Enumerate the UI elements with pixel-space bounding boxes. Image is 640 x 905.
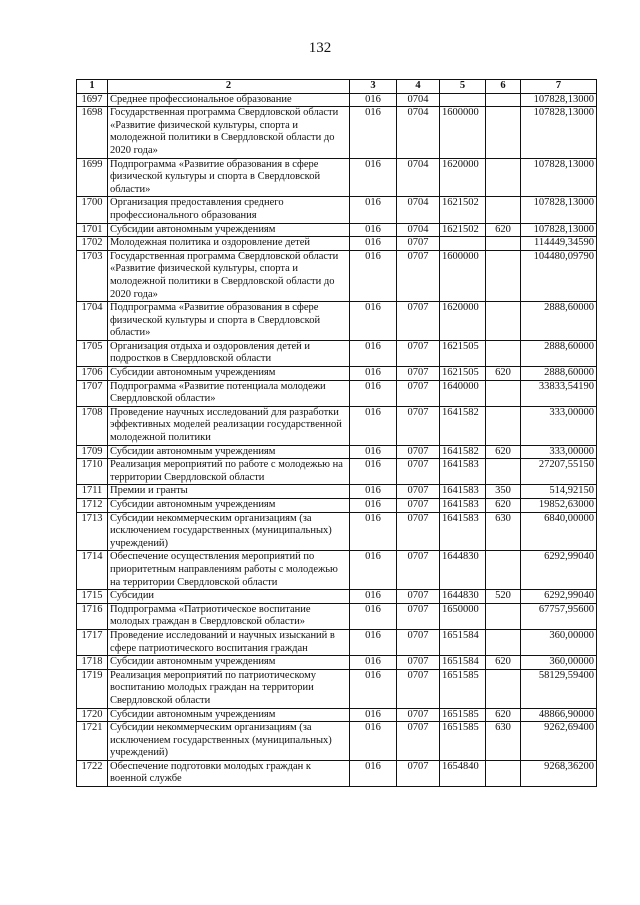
- expense-type-cell: [486, 302, 521, 341]
- ministry-code-cell: 016: [350, 302, 397, 341]
- section-code-cell: 0707: [397, 367, 440, 381]
- section-code-cell: 0707: [397, 590, 440, 604]
- target-code-cell: 1641583: [440, 512, 486, 551]
- ministry-code-cell: 016: [350, 629, 397, 655]
- target-code-cell: 1641582: [440, 406, 486, 445]
- table-row: [77, 250, 597, 301]
- table-row: [77, 459, 597, 485]
- column-header: 3: [350, 80, 397, 94]
- row-name-cell: Субсидии автономным учреждениям: [108, 656, 350, 670]
- expense-type-cell: [486, 603, 521, 629]
- row-number-cell: 1716: [77, 603, 108, 629]
- row-number-cell: 1697: [77, 93, 108, 107]
- section-code-cell: 0707: [397, 406, 440, 445]
- amount-cell: 333,00000: [521, 406, 597, 445]
- column-header: 7: [521, 80, 597, 94]
- amount-cell: 9268,36200: [521, 760, 597, 786]
- target-code-cell: 1654840: [440, 760, 486, 786]
- table-row: [77, 406, 597, 445]
- ministry-code-cell: 016: [350, 93, 397, 107]
- expense-type-cell: [486, 459, 521, 485]
- section-code-cell: 0707: [397, 603, 440, 629]
- target-code-cell: 1650000: [440, 603, 486, 629]
- row-number-cell: 1699: [77, 158, 108, 197]
- target-code-cell: 1651584: [440, 629, 486, 655]
- row-name-cell: Субсидии: [108, 590, 350, 604]
- section-code-cell: 0707: [397, 629, 440, 655]
- amount-cell: 360,00000: [521, 656, 597, 670]
- target-code-cell: 1644830: [440, 590, 486, 604]
- row-number-cell: 1715: [77, 590, 108, 604]
- section-code-cell: 0707: [397, 302, 440, 341]
- section-code-cell: 0704: [397, 93, 440, 107]
- row-number-cell: 1704: [77, 302, 108, 341]
- row-number-cell: 1702: [77, 237, 108, 251]
- expense-type-cell: [486, 158, 521, 197]
- row-name-cell: Реализация мероприятий по работе с молодежью на территории Свердловской области: [108, 459, 350, 485]
- ministry-code-cell: 016: [350, 722, 397, 761]
- table-row: [77, 302, 597, 341]
- row-name-cell: Обеспечение подготовки молодых граждан к военной службе: [108, 760, 350, 786]
- section-code-cell: 0704: [397, 197, 440, 223]
- ministry-code-cell: 016: [350, 499, 397, 513]
- expense-type-cell: 620: [486, 367, 521, 381]
- row-name-cell: Субсидии автономным учреждениям: [108, 499, 350, 513]
- target-code-cell: 1641582: [440, 445, 486, 459]
- row-name-cell: Реализация мероприятий по патриотическому воспитанию молодых граждан на территории Свердловской области: [108, 669, 350, 708]
- row-name-cell: Подпрограмма «Развитие образования в сфере физической культуры и спорта в Свердловской области»: [108, 158, 350, 197]
- section-code-cell: 0707: [397, 237, 440, 251]
- ministry-code-cell: 016: [350, 551, 397, 590]
- amount-cell: 48866,90000: [521, 708, 597, 722]
- section-code-cell: 0707: [397, 459, 440, 485]
- header-row: [77, 80, 597, 94]
- expense-type-cell: 350: [486, 485, 521, 499]
- ministry-code-cell: 016: [350, 223, 397, 237]
- section-code-cell: 0707: [397, 499, 440, 513]
- ministry-code-cell: 016: [350, 459, 397, 485]
- row-number-cell: 1717: [77, 629, 108, 655]
- table-row: [77, 590, 597, 604]
- expense-type-cell: [486, 760, 521, 786]
- budget-table: [76, 79, 597, 787]
- target-code-cell: 1641583: [440, 459, 486, 485]
- section-code-cell: 0707: [397, 669, 440, 708]
- row-name-cell: Молодежная политика и оздоровление детей: [108, 237, 350, 251]
- section-code-cell: 0704: [397, 223, 440, 237]
- row-name-cell: Проведение научных исследований для разработки эффективных моделей реализации государственной молодежной политики: [108, 406, 350, 445]
- table-row: [77, 656, 597, 670]
- section-code-cell: 0707: [397, 340, 440, 366]
- ministry-code-cell: 016: [350, 669, 397, 708]
- amount-cell: 514,92150: [521, 485, 597, 499]
- expense-type-cell: 620: [486, 445, 521, 459]
- ministry-code-cell: 016: [350, 197, 397, 223]
- row-name-cell: Государственная программа Свердловской области «Развитие физической культуры, спорта и молодежной политики в Свердловской области до 2020 года»: [108, 107, 350, 158]
- row-number-cell: 1711: [77, 485, 108, 499]
- amount-cell: 2888,60000: [521, 302, 597, 341]
- table-row: [77, 237, 597, 251]
- target-code-cell: 1651585: [440, 669, 486, 708]
- target-code-cell: 1621505: [440, 340, 486, 366]
- ministry-code-cell: 016: [350, 406, 397, 445]
- amount-cell: 19852,63000: [521, 499, 597, 513]
- table-row: [77, 223, 597, 237]
- section-code-cell: 0707: [397, 512, 440, 551]
- amount-cell: 360,00000: [521, 629, 597, 655]
- table-row: [77, 499, 597, 513]
- target-code-cell: [440, 93, 486, 107]
- ministry-code-cell: 016: [350, 512, 397, 551]
- ministry-code-cell: 016: [350, 603, 397, 629]
- amount-cell: 107828,13000: [521, 223, 597, 237]
- expense-type-cell: 620: [486, 708, 521, 722]
- row-name-cell: Субсидии автономным учреждениям: [108, 367, 350, 381]
- amount-cell: 27207,55150: [521, 459, 597, 485]
- target-code-cell: 1651585: [440, 708, 486, 722]
- row-name-cell: Субсидии некоммерческим организациям (за исключением государственных (муниципальных) учреждений): [108, 722, 350, 761]
- row-number-cell: 1709: [77, 445, 108, 459]
- target-code-cell: 1641583: [440, 499, 486, 513]
- row-name-cell: Подпрограмма «Патриотическое воспитание молодых граждан в Свердловской области»: [108, 603, 350, 629]
- amount-cell: 104480,09790: [521, 250, 597, 301]
- row-name-cell: Премии и гранты: [108, 485, 350, 499]
- expense-type-cell: [486, 406, 521, 445]
- ministry-code-cell: 016: [350, 445, 397, 459]
- amount-cell: 6840,00000: [521, 512, 597, 551]
- expense-type-cell: [486, 380, 521, 406]
- section-code-cell: 0704: [397, 107, 440, 158]
- row-name-cell: Организация отдыха и оздоровления детей и подростков в Свердловской области: [108, 340, 350, 366]
- row-number-cell: 1712: [77, 499, 108, 513]
- amount-cell: 114449,34590: [521, 237, 597, 251]
- table-row: [77, 380, 597, 406]
- table-row: [77, 197, 597, 223]
- amount-cell: 33833,54190: [521, 380, 597, 406]
- expense-type-cell: [486, 340, 521, 366]
- ministry-code-cell: 016: [350, 656, 397, 670]
- expense-type-cell: [486, 629, 521, 655]
- amount-cell: 67757,95600: [521, 603, 597, 629]
- row-name-cell: Проведение исследований и научных изысканий в сфере патриотического воспитания граждан: [108, 629, 350, 655]
- amount-cell: 107828,13000: [521, 197, 597, 223]
- row-number-cell: 1703: [77, 250, 108, 301]
- expense-type-cell: [486, 107, 521, 158]
- amount-cell: 107828,13000: [521, 158, 597, 197]
- amount-cell: 333,00000: [521, 445, 597, 459]
- column-header: 4: [397, 80, 440, 94]
- ministry-code-cell: 016: [350, 107, 397, 158]
- section-code-cell: 0707: [397, 760, 440, 786]
- amount-cell: 2888,60000: [521, 340, 597, 366]
- section-code-cell: 0707: [397, 656, 440, 670]
- target-code-cell: 1620000: [440, 302, 486, 341]
- row-number-cell: 1708: [77, 406, 108, 445]
- row-name-cell: Подпрограмма «Развитие образования в сфере физической культуры и спорта в Свердловской области»: [108, 302, 350, 341]
- table-row: [77, 722, 597, 761]
- section-code-cell: 0707: [397, 250, 440, 301]
- row-number-cell: 1706: [77, 367, 108, 381]
- ministry-code-cell: 016: [350, 237, 397, 251]
- row-name-cell: Государственная программа Свердловской области «Развитие физической культуры, спорта и молодежной политики в Свердловской области до 2020 года»: [108, 250, 350, 301]
- row-number-cell: 1713: [77, 512, 108, 551]
- column-header: 2: [108, 80, 350, 94]
- target-code-cell: 1641583: [440, 485, 486, 499]
- row-number-cell: 1700: [77, 197, 108, 223]
- row-name-cell: Обеспечение осуществления мероприятий по приоритетным направлениям работы с молодежью на территории Свердловской области: [108, 551, 350, 590]
- table-row: [77, 445, 597, 459]
- table-row: [77, 107, 597, 158]
- row-number-cell: 1710: [77, 459, 108, 485]
- expense-type-cell: [486, 250, 521, 301]
- ministry-code-cell: 016: [350, 485, 397, 499]
- row-name-cell: Среднее профессиональное образование: [108, 93, 350, 107]
- target-code-cell: 1621505: [440, 367, 486, 381]
- expense-type-cell: 520: [486, 590, 521, 604]
- row-number-cell: 1719: [77, 669, 108, 708]
- amount-cell: 58129,59400: [521, 669, 597, 708]
- column-header: 1: [77, 80, 108, 94]
- table-row: [77, 367, 597, 381]
- row-number-cell: 1701: [77, 223, 108, 237]
- amount-cell: 107828,13000: [521, 93, 597, 107]
- section-code-cell: 0707: [397, 551, 440, 590]
- expense-type-cell: [486, 197, 521, 223]
- expense-type-cell: [486, 669, 521, 708]
- target-code-cell: [440, 237, 486, 251]
- table-row: [77, 485, 597, 499]
- table-row: [77, 512, 597, 551]
- ministry-code-cell: 016: [350, 380, 397, 406]
- row-number-cell: 1698: [77, 107, 108, 158]
- section-code-cell: 0707: [397, 380, 440, 406]
- row-name-cell: Субсидии некоммерческим организациям (за исключением государственных (муниципальных) учреждений): [108, 512, 350, 551]
- row-number-cell: 1718: [77, 656, 108, 670]
- target-code-cell: 1621502: [440, 197, 486, 223]
- amount-cell: 2888,60000: [521, 367, 597, 381]
- section-code-cell: 0707: [397, 485, 440, 499]
- table-row: [77, 551, 597, 590]
- expense-type-cell: 630: [486, 722, 521, 761]
- table-row: [77, 669, 597, 708]
- expense-type-cell: 620: [486, 656, 521, 670]
- row-number-cell: 1707: [77, 380, 108, 406]
- expense-type-cell: [486, 551, 521, 590]
- row-number-cell: 1722: [77, 760, 108, 786]
- row-number-cell: 1721: [77, 722, 108, 761]
- amount-cell: 6292,99040: [521, 590, 597, 604]
- section-code-cell: 0707: [397, 708, 440, 722]
- target-code-cell: 1640000: [440, 380, 486, 406]
- row-number-cell: 1714: [77, 551, 108, 590]
- page-number: 132: [308, 40, 332, 56]
- table-body: [77, 93, 597, 786]
- target-code-cell: 1600000: [440, 107, 486, 158]
- section-code-cell: 0707: [397, 445, 440, 459]
- ministry-code-cell: 016: [350, 367, 397, 381]
- ministry-code-cell: 016: [350, 250, 397, 301]
- target-code-cell: 1651585: [440, 722, 486, 761]
- expense-type-cell: [486, 93, 521, 107]
- row-name-cell: Субсидии автономным учреждениям: [108, 708, 350, 722]
- target-code-cell: 1651584: [440, 656, 486, 670]
- table-row: [77, 93, 597, 107]
- expense-type-cell: 630: [486, 512, 521, 551]
- table-row: [77, 158, 597, 197]
- column-header: 6: [486, 80, 521, 94]
- target-code-cell: 1621502: [440, 223, 486, 237]
- amount-cell: 6292,99040: [521, 551, 597, 590]
- row-name-cell: Организация предоставления среднего профессионального образования: [108, 197, 350, 223]
- column-header: 5: [440, 80, 486, 94]
- row-name-cell: Субсидии автономным учреждениям: [108, 223, 350, 237]
- row-name-cell: Субсидии автономным учреждениям: [108, 445, 350, 459]
- ministry-code-cell: 016: [350, 590, 397, 604]
- target-code-cell: 1620000: [440, 158, 486, 197]
- section-code-cell: 0704: [397, 158, 440, 197]
- table-row: [77, 603, 597, 629]
- section-code-cell: 0707: [397, 722, 440, 761]
- expense-type-cell: [486, 237, 521, 251]
- row-number-cell: 1720: [77, 708, 108, 722]
- table-row: [77, 708, 597, 722]
- amount-cell: 107828,13000: [521, 107, 597, 158]
- expense-type-cell: 620: [486, 223, 521, 237]
- row-number-cell: 1705: [77, 340, 108, 366]
- ministry-code-cell: 016: [350, 760, 397, 786]
- table-row: [77, 629, 597, 655]
- target-code-cell: 1600000: [440, 250, 486, 301]
- ministry-code-cell: 016: [350, 708, 397, 722]
- amount-cell: 9262,69400: [521, 722, 597, 761]
- ministry-code-cell: 016: [350, 340, 397, 366]
- target-code-cell: 1644830: [440, 551, 486, 590]
- ministry-code-cell: 016: [350, 158, 397, 197]
- expense-type-cell: 620: [486, 499, 521, 513]
- table-row: [77, 340, 597, 366]
- table-row: [77, 760, 597, 786]
- row-name-cell: Подпрограмма «Развитие потенциала молодежи Свердловской области»: [108, 380, 350, 406]
